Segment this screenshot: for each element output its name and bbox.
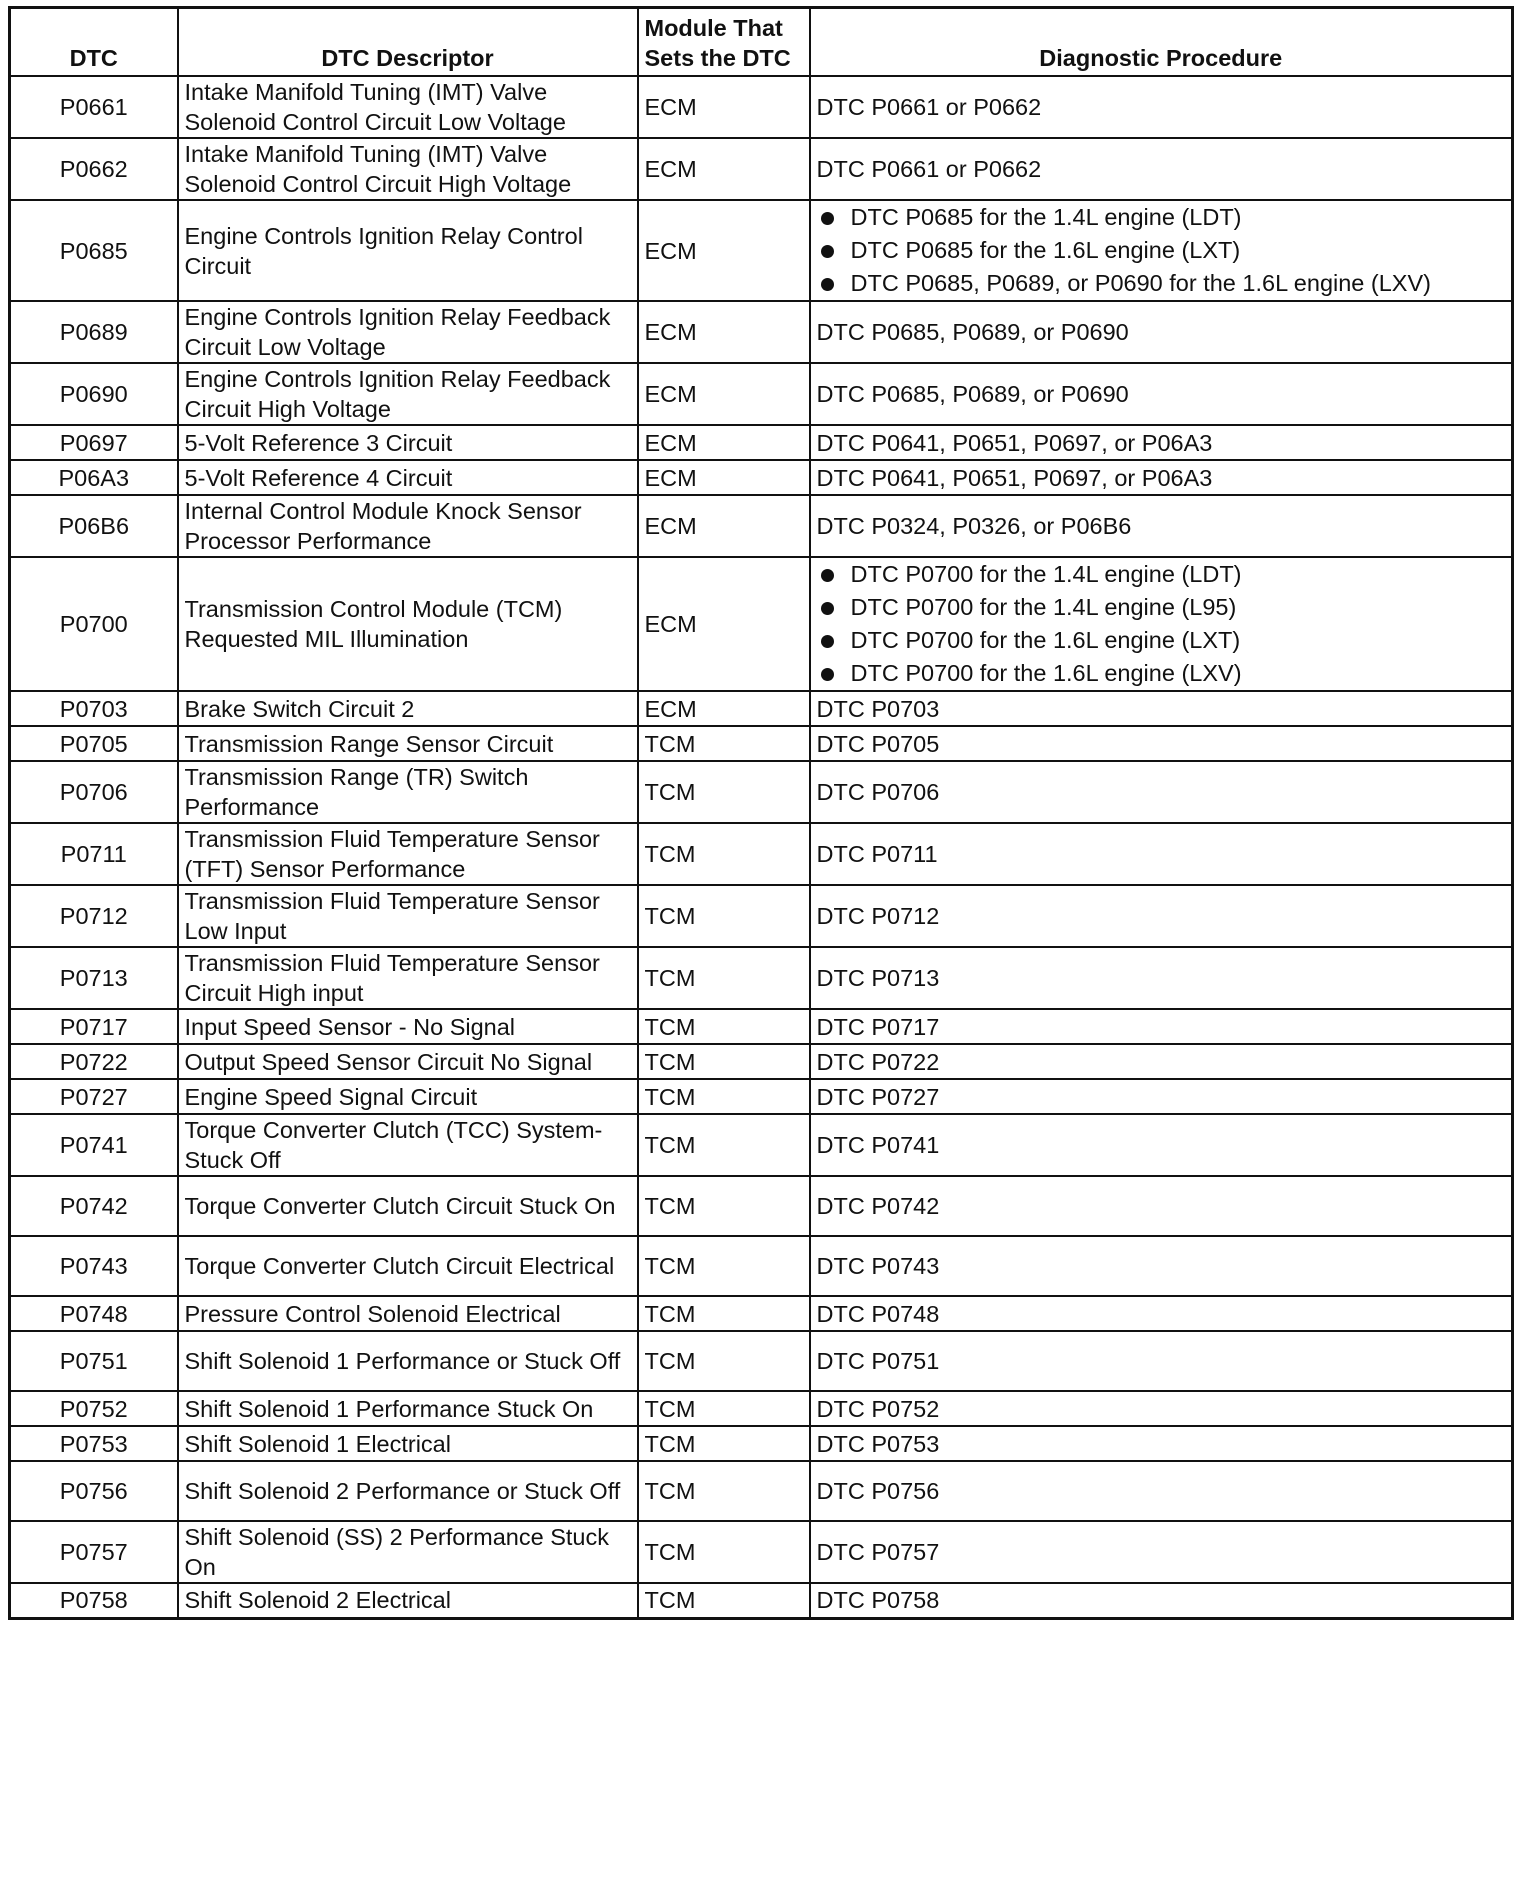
module-cell: TCM (638, 1236, 810, 1296)
dtc-descriptor-cell: Output Speed Sensor Circuit No Signal (178, 1044, 638, 1079)
dtc-code-cell: P0697 (10, 425, 178, 460)
dtc-descriptor-cell: 5-Volt Reference 4 Circuit (178, 460, 638, 495)
module-cell: ECM (638, 200, 810, 301)
module-cell: ECM (638, 691, 810, 726)
dtc-descriptor-cell: Transmission Range Sensor Circuit (178, 726, 638, 761)
procedure-link[interactable]: DTC P0685, P0689, or P0690 (810, 363, 1513, 425)
module-cell: ECM (638, 363, 810, 425)
module-cell: TCM (638, 1521, 810, 1583)
procedure-link[interactable]: DTC P0756 (810, 1461, 1513, 1521)
dtc-descriptor-cell: 5-Volt Reference 3 Circuit (178, 425, 638, 460)
dtc-descriptor-cell: Transmission Fluid Temperature Sensor (TFT) Sensor Performance (178, 823, 638, 885)
table-row (10, 761, 1513, 823)
dtc-code-cell: P0703 (10, 691, 178, 726)
module-cell: TCM (638, 1331, 810, 1391)
module-cell: TCM (638, 1176, 810, 1236)
table-row (10, 1114, 1513, 1176)
module-cell: TCM (638, 1114, 810, 1176)
dtc-descriptor-cell: Shift Solenoid (SS) 2 Performance Stuck On (178, 1521, 638, 1583)
table-row (10, 1079, 1513, 1114)
procedure-link[interactable]: DTC P0324, P0326, or P06B6 (810, 495, 1513, 557)
procedure-link[interactable]: DTC P0743 (810, 1236, 1513, 1296)
dtc-descriptor-cell: Shift Solenoid 2 Electrical (178, 1583, 638, 1618)
header-procedure: Diagnostic Procedure (810, 8, 1513, 77)
dtc-descriptor-cell: Input Speed Sensor - No Signal (178, 1009, 638, 1044)
table-row (10, 947, 1513, 1009)
dtc-code-cell: P06A3 (10, 460, 178, 495)
dtc-descriptor-cell: Torque Converter Clutch Circuit Stuck On (178, 1176, 638, 1236)
table-row (10, 1521, 1513, 1583)
procedure-link[interactable]: DTC P0713 (810, 947, 1513, 1009)
procedure-link[interactable]: DTC P0752 (810, 1391, 1513, 1426)
procedure-list (817, 558, 1506, 690)
procedure-link[interactable]: DTC P0717 (810, 1009, 1513, 1044)
dtc-descriptor-cell: Shift Solenoid 1 Performance or Stuck Off (178, 1331, 638, 1391)
dtc-descriptor-cell: Brake Switch Circuit 2 (178, 691, 638, 726)
dtc-descriptor-cell: Intake Manifold Tuning (IMT) Valve Solenoid Control Circuit High Voltage (178, 138, 638, 200)
procedure-link[interactable]: DTC P0751 (810, 1331, 1513, 1391)
table-row (10, 1176, 1513, 1236)
dtc-descriptor-cell: Transmission Fluid Temperature Sensor Circuit High input (178, 947, 638, 1009)
dtc-code-cell: P0743 (10, 1236, 178, 1296)
header-descriptor: DTC Descriptor (178, 8, 638, 77)
procedure-link[interactable]: DTC P0758 (810, 1583, 1513, 1618)
table-row (10, 200, 1513, 301)
dtc-code-cell: P0690 (10, 363, 178, 425)
table-body (10, 76, 1513, 1618)
dtc-code-cell: P0758 (10, 1583, 178, 1618)
procedure-link[interactable]: DTC P0641, P0651, P0697, or P06A3 (810, 425, 1513, 460)
table-row (10, 138, 1513, 200)
header-dtc: DTC (10, 8, 178, 77)
dtc-code-cell: P0713 (10, 947, 178, 1009)
table-row (10, 1044, 1513, 1079)
procedure-link[interactable]: DTC P0700 for the 1.6L engine (LXV) (841, 657, 1506, 690)
module-cell: TCM (638, 1391, 810, 1426)
table-row (10, 1391, 1513, 1426)
dtc-code-cell: P0712 (10, 885, 178, 947)
module-cell: ECM (638, 76, 810, 138)
dtc-code-cell: P0689 (10, 301, 178, 363)
dtc-code-cell: P0662 (10, 138, 178, 200)
dtc-descriptor-cell: Torque Converter Clutch Circuit Electrical (178, 1236, 638, 1296)
dtc-descriptor-cell: Shift Solenoid 1 Performance Stuck On (178, 1391, 638, 1426)
procedure-link[interactable]: DTC P0641, P0651, P0697, or P06A3 (810, 460, 1513, 495)
dtc-code-cell: P06B6 (10, 495, 178, 557)
dtc-code-cell: P0685 (10, 200, 178, 301)
module-cell: TCM (638, 1426, 810, 1461)
procedure-link[interactable]: DTC P0741 (810, 1114, 1513, 1176)
table-row (10, 301, 1513, 363)
dtc-code-cell: P0751 (10, 1331, 178, 1391)
module-cell: TCM (638, 1079, 810, 1114)
procedure-link[interactable]: DTC P0685, P0689, or P0690 for the 1.6L engine (LXV) (841, 267, 1506, 300)
procedure-cell (810, 200, 1513, 301)
dtc-descriptor-cell: Torque Converter Clutch (TCC) System-Stuck Off (178, 1114, 638, 1176)
procedure-link[interactable]: DTC P0685 for the 1.6L engine (LXT) (841, 234, 1506, 267)
dtc-descriptor-cell: Engine Speed Signal Circuit (178, 1079, 638, 1114)
table-row (10, 1296, 1513, 1331)
dtc-descriptor-cell: Shift Solenoid 2 Performance or Stuck Off (178, 1461, 638, 1521)
procedure-link[interactable]: DTC P0700 for the 1.6L engine (LXT) (841, 624, 1506, 657)
dtc-code-cell: P0748 (10, 1296, 178, 1331)
table-row (10, 425, 1513, 460)
table-row (10, 363, 1513, 425)
module-cell: ECM (638, 557, 810, 691)
module-cell: ECM (638, 301, 810, 363)
module-cell: TCM (638, 885, 810, 947)
dtc-code-cell: P0757 (10, 1521, 178, 1583)
module-cell: TCM (638, 1296, 810, 1331)
procedure-link[interactable]: DTC P0661 or P0662 (810, 76, 1513, 138)
table-row (10, 1426, 1513, 1461)
dtc-descriptor-cell: Shift Solenoid 1 Electrical (178, 1426, 638, 1461)
dtc-code-cell: P0753 (10, 1426, 178, 1461)
module-cell: TCM (638, 947, 810, 1009)
dtc-code-cell: P0661 (10, 76, 178, 138)
module-cell: TCM (638, 1583, 810, 1618)
dtc-code-cell: P0711 (10, 823, 178, 885)
dtc-code-cell: P0717 (10, 1009, 178, 1044)
dtc-descriptor-cell: Transmission Fluid Temperature Sensor Low Input (178, 885, 638, 947)
module-cell: ECM (638, 495, 810, 557)
dtc-code-cell: P0756 (10, 1461, 178, 1521)
table-row (10, 1331, 1513, 1391)
table-row (10, 691, 1513, 726)
table-row (10, 823, 1513, 885)
table-row (10, 1009, 1513, 1044)
module-cell: ECM (638, 425, 810, 460)
table-header-row (10, 8, 1513, 77)
procedure-link[interactable]: DTC P0742 (810, 1176, 1513, 1236)
dtc-code-cell: P0706 (10, 761, 178, 823)
dtc-descriptor-cell: Engine Controls Ignition Relay Feedback Circuit Low Voltage (178, 301, 638, 363)
module-cell: TCM (638, 761, 810, 823)
procedure-link[interactable]: DTC P0705 (810, 726, 1513, 761)
table-row (10, 726, 1513, 761)
dtc-code-cell: P0705 (10, 726, 178, 761)
table-row (10, 1236, 1513, 1296)
procedure-link[interactable]: DTC P0706 (810, 761, 1513, 823)
procedure-link[interactable]: DTC P0685 for the 1.4L engine (LDT) (841, 201, 1506, 234)
module-cell: TCM (638, 1009, 810, 1044)
dtc-code-cell: P0722 (10, 1044, 178, 1079)
procedure-link[interactable]: DTC P0700 for the 1.4L engine (LDT) (841, 558, 1506, 591)
procedure-link[interactable]: DTC P0685, P0689, or P0690 (810, 301, 1513, 363)
table-row (10, 885, 1513, 947)
module-cell: ECM (638, 138, 810, 200)
module-cell: TCM (638, 1461, 810, 1521)
dtc-code-cell: P0752 (10, 1391, 178, 1426)
dtc-descriptor-cell: Engine Controls Ignition Relay Control Circuit (178, 200, 638, 301)
procedure-link[interactable]: DTC P0753 (810, 1426, 1513, 1461)
dtc-descriptor-cell: Pressure Control Solenoid Electrical (178, 1296, 638, 1331)
table-row (10, 1461, 1513, 1521)
table-row (10, 557, 1513, 691)
dtc-descriptor-cell: Engine Controls Ignition Relay Feedback Circuit High Voltage (178, 363, 638, 425)
dtc-descriptor-cell: Transmission Range (TR) Switch Performance (178, 761, 638, 823)
procedure-link[interactable]: DTC P0727 (810, 1079, 1513, 1114)
procedure-list (817, 201, 1506, 300)
procedure-link[interactable]: DTC P0700 for the 1.4L engine (L95) (841, 591, 1506, 624)
dtc-code-cell: P0742 (10, 1176, 178, 1236)
dtc-descriptor-cell: Transmission Control Module (TCM) Requested MIL Illumination (178, 557, 638, 691)
module-cell: TCM (638, 1044, 810, 1079)
procedure-cell (810, 557, 1513, 691)
procedure-link[interactable]: DTC P0661 or P0662 (810, 138, 1513, 200)
procedure-link[interactable]: DTC P0757 (810, 1521, 1513, 1583)
table-row (10, 1583, 1513, 1618)
module-cell: TCM (638, 823, 810, 885)
dtc-code-cell: P0741 (10, 1114, 178, 1176)
dtc-descriptor-cell: Internal Control Module Knock Sensor Processor Performance (178, 495, 638, 557)
table-row (10, 460, 1513, 495)
procedure-link[interactable]: DTC P0711 (810, 823, 1513, 885)
dtc-code-cell: P0727 (10, 1079, 178, 1114)
procedure-link[interactable]: DTC P0748 (810, 1296, 1513, 1331)
procedure-link[interactable]: DTC P0722 (810, 1044, 1513, 1079)
module-cell: TCM (638, 726, 810, 761)
table-row (10, 495, 1513, 557)
table-row (10, 76, 1513, 138)
dtc-descriptor-cell: Intake Manifold Tuning (IMT) Valve Solenoid Control Circuit Low Voltage (178, 76, 638, 138)
procedure-link[interactable]: DTC P0712 (810, 885, 1513, 947)
module-cell: ECM (638, 460, 810, 495)
dtc-table (8, 6, 1514, 1620)
dtc-code-cell: P0700 (10, 557, 178, 691)
procedure-link[interactable]: DTC P0703 (810, 691, 1513, 726)
header-module: Module That Sets the DTC (638, 8, 810, 77)
